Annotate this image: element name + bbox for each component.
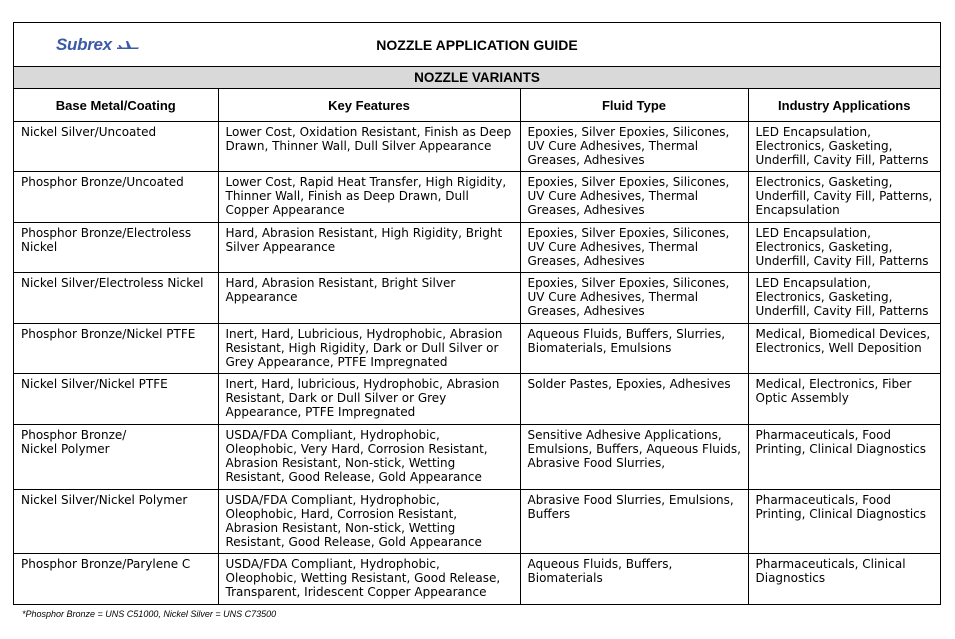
table-row <box>14 374 940 425</box>
section-title: NOZZLE VARIANTS <box>14 67 940 89</box>
brand-name: Subrex <box>56 35 112 54</box>
nozzle-variants-table <box>14 89 940 605</box>
base-metal-cell: Phosphor Bronze/Parylene C <box>14 554 218 605</box>
fluid-type-cell: Aqueous Fluids, Buffers, Slurries, Biomaterials, Emulsions <box>520 324 748 374</box>
fluid-type-cell: Epoxies, Silver Epoxies, Silicones, UV Cure Adhesives, Thermal Greases, Adhesives <box>520 273 748 324</box>
fluid-type-cell: Epoxies, Silver Epoxies, Silicones, UV Cure Adhesives, Thermal Greases, Adhesives <box>520 223 748 273</box>
document-title: NOZZLE APPLICATION GUIDE <box>376 37 578 53</box>
column-header-base-metal: Base Metal/Coating <box>14 89 218 122</box>
application-guide-sheet <box>13 22 941 605</box>
base-metal-cell: Phosphor Bronze/Nickel PTFE <box>14 324 218 374</box>
column-header-industry-applications: Industry Applications <box>748 89 940 122</box>
table-row <box>14 172 940 223</box>
key-features-cell: Hard, Abrasion Resistant, Bright Silver Appearance <box>218 273 520 324</box>
table-row <box>14 490 940 554</box>
base-metal-cell: Nickel Silver/Nickel PTFE <box>14 374 218 425</box>
base-metal-cell: Phosphor Bronze/Electroless Nickel <box>14 223 218 273</box>
key-features-cell: Lower Cost, Rapid Heat Transfer, High Rigidity, Thinner Wall, Finish as Deep Drawn, Dull Copper Appearance <box>218 172 520 223</box>
fluid-type-cell: Solder Pastes, Epoxies, Adhesives <box>520 374 748 425</box>
industry-applications-cell: Electronics, Gasketing, Underfill, Cavity Fill, Patterns, Encapsulation <box>748 172 940 223</box>
fluid-type-cell: Abrasive Food Slurries, Emulsions, Buffers <box>520 490 748 554</box>
table-row <box>14 122 940 172</box>
key-features-cell: USDA/FDA Compliant, Hydrophobic, Oleophobic, Wetting Resistant, Good Release, Transparent, Iridescent Copper Appearance <box>218 554 520 605</box>
key-features-cell: Lower Cost, Oxidation Resistant, Finish as Deep Drawn, Thinner Wall, Dull Silver Appearance <box>218 122 520 172</box>
fluid-type-cell: Epoxies, Silver Epoxies, Silicones, UV Cure Adhesives, Thermal Greases, Adhesives <box>520 172 748 223</box>
industry-applications-cell: LED Encapsulation, Electronics, Gasketing, Underfill, Cavity Fill, Patterns <box>748 122 940 172</box>
key-features-cell: Hard, Abrasion Resistant, High Rigidity, Bright Silver Appearance <box>218 223 520 273</box>
fluid-type-cell: Sensitive Adhesive Applications, Emulsions, Buffers, Aqueous Fluids, Abrasive Food Slurries, <box>520 425 748 490</box>
base-metal-cell: Phosphor Bronze/ Nickel Polymer <box>14 425 218 490</box>
base-metal-cell: Nickel Silver/Electroless Nickel <box>14 273 218 324</box>
table-header-row <box>14 89 940 122</box>
table-row <box>14 273 940 324</box>
industry-applications-cell: Pharmaceuticals, Clinical Diagnostics <box>755 557 906 585</box>
industry-applications-cell: LED Encapsulation, Electronics, Gasketing, Underfill, Cavity Fill, Patterns <box>748 273 940 324</box>
table-row <box>14 425 940 490</box>
industry-applications-cell: Medical, Electronics, Fiber Optic Assembly <box>748 374 940 425</box>
key-features-cell: Inert, Hard, Lubricious, Hydrophobic, Abrasion Resistant, High Rigidity, Dark or Dull Silver or Grey Appearance, PTFE Impregnated <box>218 324 520 374</box>
column-header-fluid-type: Fluid Type <box>520 89 748 122</box>
fluid-type-cell: Epoxies, Silver Epoxies, Silicones, UV Cure Adhesives, Thermal Greases, Adhesives <box>520 122 748 172</box>
table-row <box>14 223 940 273</box>
key-features-cell: USDA/FDA Compliant, Hydrophobic, Oleophobic, Very Hard, Corrosion Resistant, Abrasion Resistant, Non-stick, Wetting Resistant, Good Release, Gold Appearance <box>218 425 520 490</box>
industry-applications-cell: Pharmaceuticals, Food Printing, Clinical Diagnostics <box>748 425 940 490</box>
base-metal-cell: Phosphor Bronze/Uncoated <box>14 172 218 223</box>
base-metal-cell: Nickel Silver/Nickel Polymer <box>14 490 218 554</box>
industry-applications-cell: LED Encapsulation, Electronics, Gasketing, Underfill, Cavity Fill, Patterns <box>748 223 940 273</box>
table-row <box>14 324 940 374</box>
key-features-cell: Inert, Hard, lubricious, Hydrophobic, Abrasion Resistant, Dark or Dull Silver or Grey Appearance, PTFE Impregnated <box>218 374 520 425</box>
industry-applications-cell: Medical, Biomedical Devices, Electronics, Well Deposition <box>748 324 940 374</box>
table-row <box>14 554 940 605</box>
footnote: *Phosphor Bronze = UNS C51000, Nickel Silver = UNS C73500 <box>22 609 277 619</box>
document-header <box>14 23 940 67</box>
key-features-cell: USDA/FDA Compliant, Hydrophobic, Oleophobic, Hard, Corrosion Resistant, Abrasion Resistant, Non-stick, Wetting Resistant, Good Release, Gold Appearance <box>218 490 520 554</box>
industry-applications-cell: Pharmaceuticals, Food Printing, Clinical Diagnostics <box>748 490 940 554</box>
base-metal-cell: Nickel Silver/Uncoated <box>14 122 218 172</box>
fluid-type-cell: Aqueous Fluids, Buffers, Biomaterials <box>520 554 748 605</box>
column-header-key-features: Key Features <box>218 89 520 122</box>
